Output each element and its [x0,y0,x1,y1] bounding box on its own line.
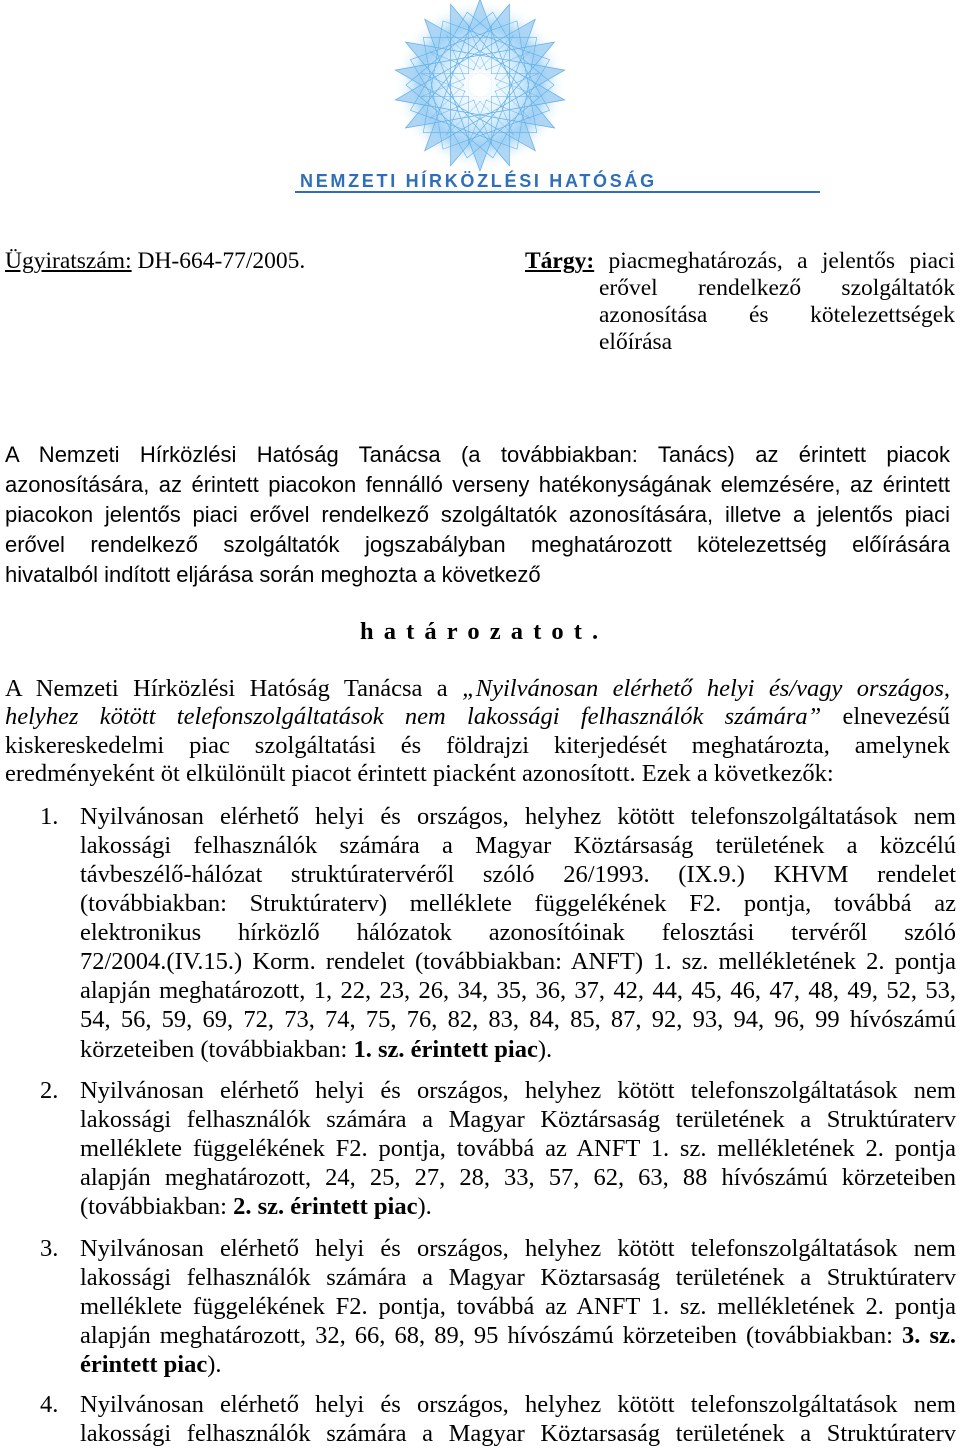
market-name-quote: „Nyilvánosan elérhető helyi és/vagy országos, [462,675,951,702]
file-number-line [5,248,335,275]
list-item-number: 2. [40,1077,59,1104]
intro-line: erővel rendelkező szolgáltatók jogszabályban meghatározott kötelezettség előírására [5,532,950,557]
subject-line [525,248,955,275]
list-item-text: (továbbiakban: [80,1193,227,1220]
intro-line: A Nemzeti Hírközlési Hatóság Tanácsa (a továbbiakban: Tanács) az érintett piacok [5,442,950,467]
list-item-line: 72/2004.(IV.15.) Korm. rendelet (továbbiakban: ANFT) 1. sz. mellékletének 2. pontja [80,948,956,975]
logo-underline [295,191,820,193]
list-item-line: melléklete függelékének F2. pontja, továbbá az ANFT 1. sz. mellékletének 2. pontja [80,1135,956,1162]
list-item-line [80,1350,956,1379]
summary-line [5,674,950,703]
list-item-line: lakossági felhasználók számára a Magyar Köztarsaság területének a Struktúraterv [80,1264,956,1291]
list-item-line: lakossági felhasználók számára a Magyar Köztarsaság területének a Struktúraterv [80,1420,956,1447]
subject-label: Tárgy: [525,248,595,274]
list-item-line [80,1321,956,1350]
subject-line: erővel rendelkező szolgáltatók [599,275,955,301]
list-item-line: Nyilvánosan elérhető helyi és országos, helyhez kötött telefonszolgáltatások nem [80,1235,956,1262]
starburst-logo-icon [368,0,592,172]
summary-text: A Nemzeti Hírközlési Hatóság Tanácsa a [5,675,448,702]
list-item-line: elektronikus hírközlő hálózatok azonosítóinak felosztási tervéről szóló [80,919,956,946]
list-item-line: lakossági felhasználók számára a Magyar Köztársaság területének a közcélú [80,832,956,859]
list-item-line: távbeszélő-hálózat struktúratervéről szóló 26/1993. (IX.9.) KHVM rendelet [80,861,956,888]
list-item-text: ). [417,1193,432,1220]
agency-name: NEMZETI HÍRKÖZLÉSI HATÓSÁG [300,171,657,191]
intro-line: azonosítására, az érintett piacokon fennálló verseny hatékonyságának elemzésére, az érintett [5,472,950,497]
list-item-text: alapján meghatározott, 32, 66, 68, 89, 95 hívószámú körzeteiben (továbbiakban: [80,1322,893,1349]
list-item-line: (továbbiakban: Struktúraterv) melléklete függelékének F2. pontja, továbbá az [80,890,956,917]
summary-text: elnevezésű [842,703,950,730]
list-item-number: 1. [40,803,59,830]
subject-line: azonosítása és kötelezettségek [599,302,955,328]
file-number-value: DH-664-77/2005. [137,248,306,274]
summary-line: eredményeként öt elkülönült piacot érintett piacként azonosított. Ezek a következők: [5,760,834,787]
subject-line: előírása [599,329,673,355]
market-reference: 2. sz. érintett piac [233,1193,418,1220]
market-name-quote: helyhez kötött telefonszolgáltatások nem lakossági felhasználók számára” [5,703,822,730]
decision-heading: h a t á r o z a t o t . [360,618,601,645]
subject-text: piacmeghatározás, a jelentős piaci [608,248,956,274]
list-item-number: 3. [40,1235,59,1262]
list-item-text: ). [207,1351,222,1378]
market-reference: érintett piac [80,1351,208,1378]
list-item-line: alapján meghatározott, 1, 22, 23, 26, 34, 35, 36, 37, 42, 44, 45, 46, 47, 48, 49, 52, 53, [80,977,956,1004]
summary-line: kiskereskedelmi piac szolgáltatási és földrajzi kiterjedését meghatározta, amelynek [5,732,950,759]
list-item-line: lakossági felhasználók számára a Magyar Köztársaság területének a Struktúraterv [80,1106,956,1133]
market-reference: 1. sz. érintett piac [353,1036,538,1063]
list-item-number: 4. [40,1391,59,1418]
logo-center [464,69,496,101]
list-item-line [80,1035,956,1064]
summary-line [5,702,950,731]
market-reference: 3. sz. [902,1322,957,1349]
intro-line: piacokon jelentős piaci erővel rendelkező szolgáltatók azonosítására, illetve a jelentős piaci [5,502,950,527]
list-item-line: 54, 56, 59, 69, 72, 73, 74, 75, 76, 82, 83, 84, 85, 87, 92, 93, 94, 96, 99 hívószámú [80,1006,956,1033]
list-item-text: ). [537,1036,553,1063]
list-item-text: körzeteiben (továbbiakban: [80,1036,348,1063]
list-item-line: Nyilvánosan elérhető helyi és országos, helyhez kötött telefonszolgáltatások nem [80,1077,956,1104]
list-item-line: melléklete függelékének F2. pontja, továbbá az ANFT 1. sz. mellékletének 2. pontja [80,1293,956,1320]
list-item-line [80,1192,956,1221]
list-item-line: alapján meghatározott, 24, 25, 27, 28, 33, 57, 62, 63, 88 hívószámú körzeteiben [80,1164,956,1191]
file-number-label: Ügyiratszám: [5,248,132,274]
intro-line: hivatalból indított eljárása során meghozta a következő [5,562,541,587]
list-item-line: Nyilvánosan elérhető helyi és országos, helyhez kötött telefonszolgáltatások nem [80,1391,956,1418]
list-item-line: Nyilvánosan elérhető helyi és országos, helyhez kötött telefonszolgáltatások nem [80,803,956,830]
